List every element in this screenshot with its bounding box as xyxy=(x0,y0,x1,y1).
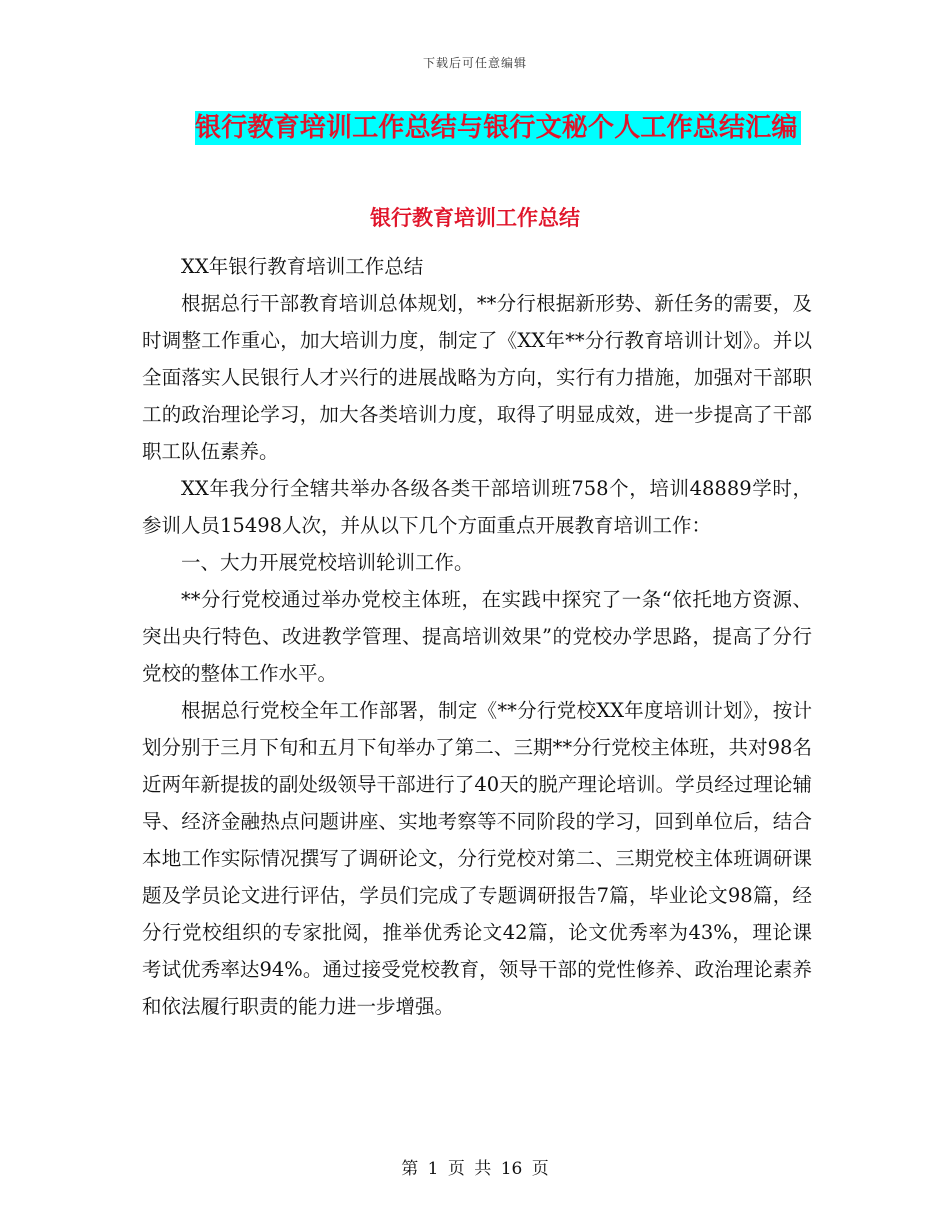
paragraph: **分行党校通过举办党校主体班，在实践中探究了一条“依托地方资源、突出央行特色、改进教学管理、提高培训效果”的党校办学思路，提高了分行党校的整体工作水平。 xyxy=(142,588,812,685)
paragraph: XX年我分行全辖共举办各级各类干部培训班758个，培训48889学时，参训人员15498人次，并从以下几个方面重点开展教育培训工作： xyxy=(142,477,812,537)
paragraph: 根据总行党校全年工作部署，制定《**分行党校XX年度培训计划》，按计划分别于三月下旬和五月下旬举办了第二、三期**分行党校主体班，共对98名近两年新提拔的副处级领导干部进行了40天的脱产理论培训。学员经过理论辅导、经济金融热点问题讲座、实地考察等不同阶段的学习，回到单位后，结合本地工作实际情况撰写了调研论文，分行党校对第二、三期党校主体班调研课题及学员论文进行评估，学员们完成了专题调研报告7篇，毕业论文98篇，经分行党校组织的专家批阅，推举优秀论文42篇，论文优秀率为43%，理论课考试优秀率达94%。通过接受党校教育，领导干部的党性修养、政治理论素养和依法履行职责的能力进一步增强。 xyxy=(142,699,812,1018)
document-body xyxy=(142,248,812,1025)
paragraph-section-heading: 一、大力开展党校培训轮训工作。 xyxy=(181,551,474,574)
paragraph: 根据总行干部教育培训总体规划，**分行根据新形势、新任务的需要，及时调整工作重心，加大培训力度，制定了《XX年**分行教育培训计划》。并以全面落实人民银行人才兴行的进展战略为方向，实行有力措施，加强对干部职工的政治理论学习，加大各类培训力度，取得了明显成效，进一步提高了干部职工队伍素养。 xyxy=(142,292,812,463)
section-title: 银行教育培训工作总结 xyxy=(370,206,580,230)
page-number: 第 1 页 共 16 页 xyxy=(401,1159,549,1179)
document-main-title: 银行教育培训工作总结与银行文秘个人工作总结汇编 xyxy=(195,111,801,145)
header-note: 下载后可任意编辑 xyxy=(422,56,527,70)
paragraph-heading: XX年银行教育培训工作总结 xyxy=(181,255,424,278)
